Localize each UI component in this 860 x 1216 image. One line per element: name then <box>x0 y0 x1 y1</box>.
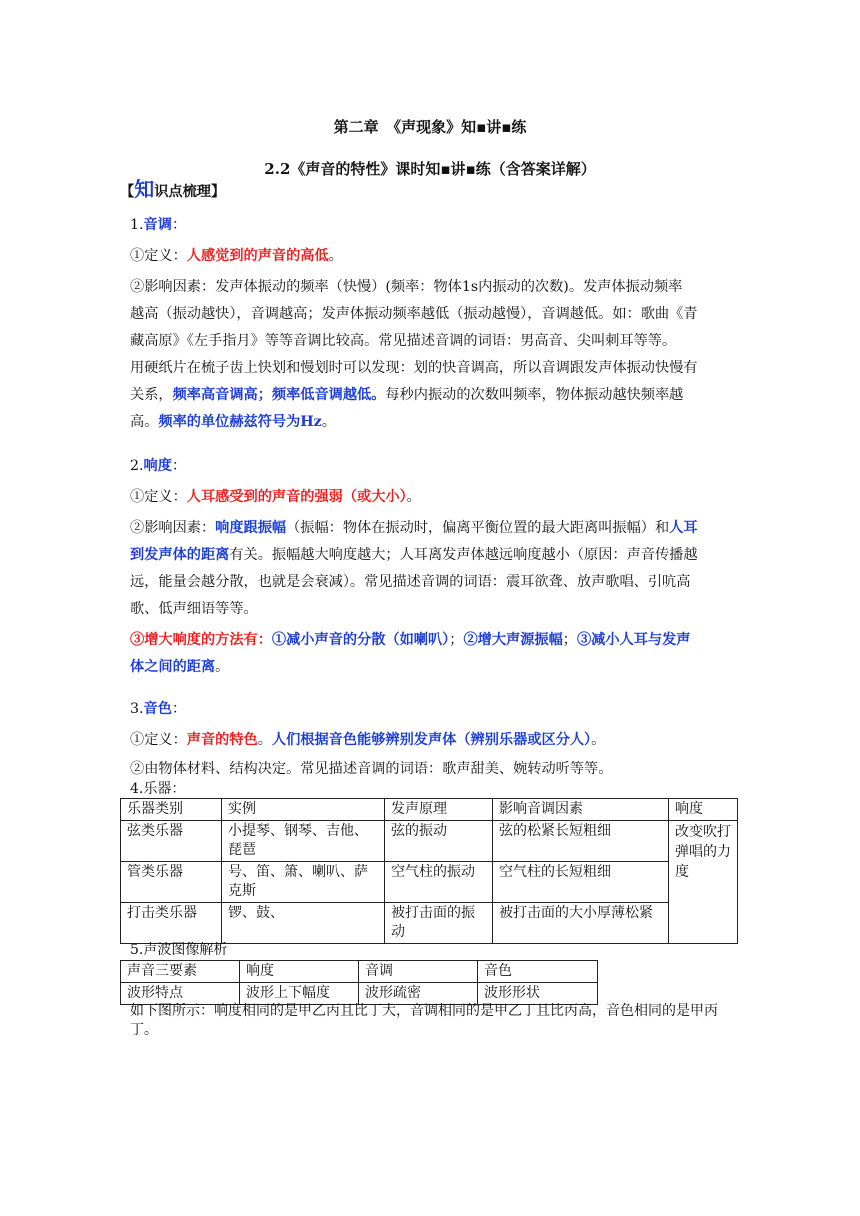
table-row: 波形特点 波形上下幅度 波形疏密 波形形状 <box>121 983 598 1005</box>
waveform-table <box>120 960 598 1005</box>
pitch-factors: ②影响因素：发声体振动的频率（快慢）(频率：物体1s内振动的次数)。发声体振动频率 越高（振动越快），音调越高；发声体振动频率越低（振动越慢），音调越低。如：歌曲《青 藏高原》《左手指月》等等音调比较高。常见描述音调的词语：男高音、尖叫刺耳等等。 用硬纸片在梳子齿上快划和慢划时可以发现：划的快音调高，所以音调跟发声体振动快慢有 关系，频率高音调高；频率低音调越低。每秒内振动的次数叫频率，物体振动越快频率越 高。频率的单位赫兹符号为Hz。 <box>130 279 698 430</box>
lesson-title: 2.2《声音的特性》课时知▪讲▪练（含答案详解） <box>264 160 596 178</box>
pitch-definition: ①定义：人感觉到的声音的高低。 <box>130 248 343 264</box>
timbre-factors: ②由物体材料、结构决定。常见描述音调的词语：歌声甜美、婉转动听等等。 <box>130 761 613 777</box>
closing-paragraph: 如下图所示：响度相同的是甲乙丙且比丁大，音调相同的是甲乙丁且比丙高，音色相同的是甲丙丁。 <box>130 1003 718 1038</box>
table-row: 弦类乐器 小提琴、钢琴、吉他、琵琶 弦的振动 弦的松紧长短粗细 改变吹打弹唱的力度 <box>121 821 738 862</box>
table-header-row: 乐器类别 实例 发声原理 影响音调因素 响度 <box>121 799 738 821</box>
instruments-table <box>120 798 738 944</box>
table-row: 管类乐器 号、笛、箫、喇叭、萨克斯 空气柱的振动 空气柱的长短粗细 <box>121 862 738 903</box>
waveform-heading: 5.声波图像解析 <box>130 942 228 958</box>
loudness-section <box>130 453 734 681</box>
table-row: 打击类乐器 锣、鼓、 被打击面的振动 被打击面的大小厚薄松紧 <box>121 903 738 944</box>
section-header-big-char: 知 <box>134 177 155 201</box>
instruments-heading: 4.乐器： <box>130 781 186 797</box>
pitch-section <box>130 212 734 436</box>
table-row: 声音三要素 响度 音调 音色 <box>121 961 598 983</box>
loudness-definition: ①定义：人耳感受到的声音的强弱（或大小）。 <box>130 489 421 505</box>
pitch-heading: 1.音调： <box>130 217 187 233</box>
section-header: 【知识点梳理】 <box>120 177 226 201</box>
chapter-title: 第二章 《声现象》知▪讲▪练 <box>333 118 527 136</box>
timbre-heading: 3.音色： <box>130 701 187 717</box>
loudness-heading: 2.响度： <box>130 458 187 474</box>
loudness-note: 改变吹打弹唱的力度 <box>669 821 738 944</box>
loudness-factors: ②影响因素：响度跟振幅（振幅：物体在振动时，偏离平衡位置的最大距离叫振幅）和人耳 到发声体的距离有关。振幅越大响度越大；人耳离发声体越远响度越小（原因：声音传播越 远，能量会越分散，也就是会衰减）。常见描述音调的词语：震耳欲聋、放声歌唱、引吭高 歌、低声细语等等。 <box>130 520 698 617</box>
loudness-methods: ③增大响度的方法有：①减小声音的分散（如喇叭）；②增大声源振幅；③减小人耳与发声 体之间的距离。 <box>130 632 691 675</box>
timbre-section <box>130 696 734 783</box>
timbre-definition: ①定义：声音的特色。人们根据音色能够辨别发声体（辨别乐器或区分人）。 <box>130 732 606 748</box>
